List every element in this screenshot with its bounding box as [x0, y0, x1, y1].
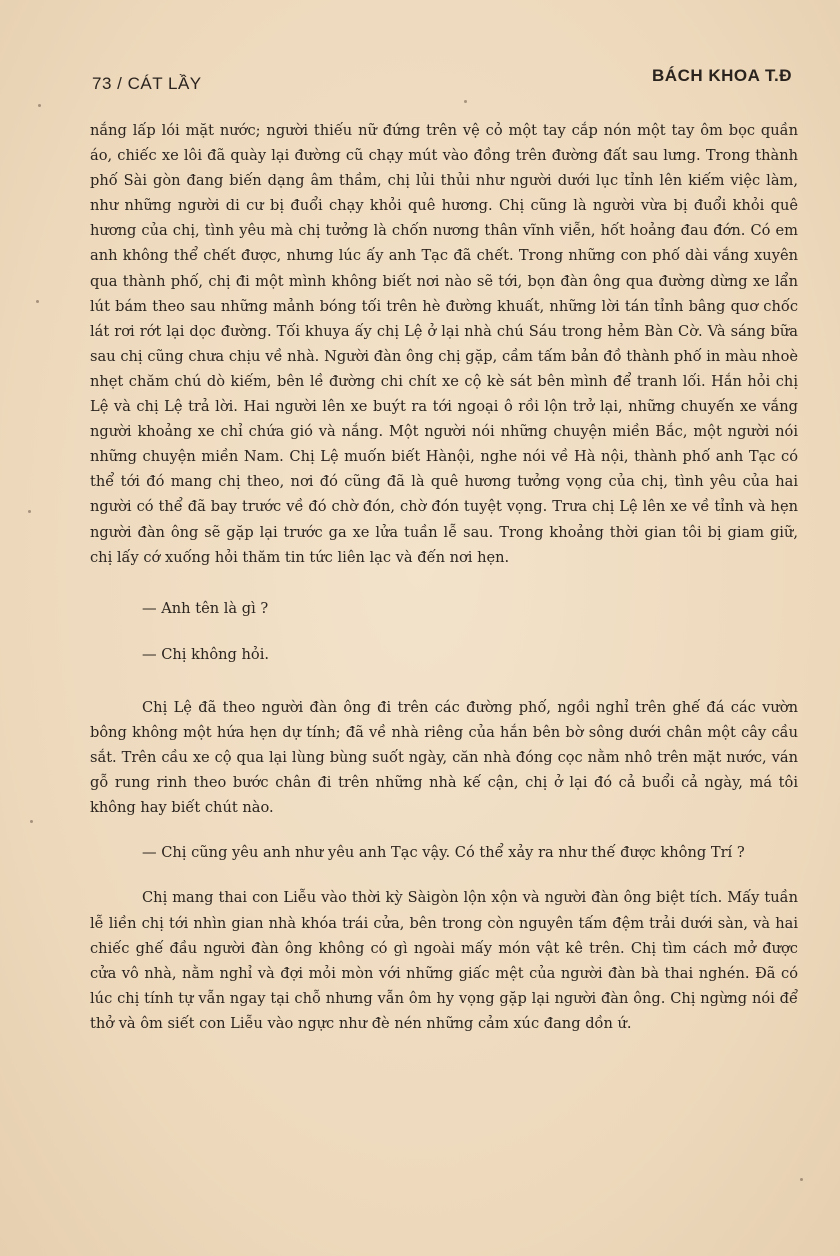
paper-speck: [30, 820, 33, 823]
dialogue-line: — Anh tên là gì ?: [142, 599, 269, 617]
dialogue-line: — Chị không hỏi.: [142, 645, 270, 663]
paragraph: Chị Lệ đã theo người đàn ông đi trên các đường phố, ngồi nghỉ trên ghế đá các vườn bông không một hứa hẹn dự tính; đã về nhà riêng của hắn bên bờ sông dưới chân một cây cầu sắt. Trên cầu xe cộ qua lại lùng bùng suốt ngày, căn nhà đóng cọc nằm nhô trên mặt nước, ván gỗ rung rinh theo bước chân đi trên những nhà kế cận, chị ở lại đó cả buổi cả ngày, má tôi không hay biết chút nào.: [90, 698, 798, 817]
paragraph: — Chị cũng yêu anh như yêu anh Tạc vậy. Có thể xảy ra như thế được không Trí ?: [142, 844, 745, 862]
paper-speck: [28, 510, 31, 513]
paper-speck: [800, 1178, 803, 1181]
page-body: [90, 118, 798, 1036]
paragraph-continued: nắng lấp lói mặt nước; người thiếu nữ đứng trên vệ cỏ một tay cắp nón một tay ôm bọc quần áo, chiếc xe lôi đã quày lại đường cũ chạy mút vào đồng trên đường đất sau lưng. Trong thành phố Sài gòn đang biến dạng âm thầm, chị lủi thủi như người dưới lục tỉnh lên kiếm việc làm, như những người di cư bị đuổi chạy khỏi quê hương. Chị cũng là người vừa bị đuổi khỏi quê hương của chị, tình yêu mà chị tưởng là chốn nương thân vĩnh viễn, hốt hoảng đau đớn. Có em anh không thể chết được, nhưng lúc ấy anh Tạc đã chết. Trong những con phố dài vắng xuyên qua thành phố, chị đi một mình không biết nơi nào sẽ tới, bọn đàn ông qua đường dừng xe lẩn lút bám theo sau những mảnh bóng tối trên hè đường khuất, những lời tán tỉnh bâng quơ chốc lát rơi rớt lại dọc đường. Tối khuya ấy chị Lệ ở lại nhà chú Sáu trong hẻm Bàn Cờ. Và sáng bữa sau chị cũng chưa chịu về nhà. Người đàn ông chị gặp, cầm tấm bản đồ thành phố in màu nhoè nhẹt chăm chú dò kiếm, bên lề đường chi chít xe cộ kè sát bên mình để tranh lối. Hắn hỏi chị Lệ và chị Lệ trả lời. Hai người lên xe buýt ra tới ngoại ô rồi lộn trở lại, những chuyến xe vắng người khoảng xe chỉ chứa gió và nắng. Một người nói những chuyện miền Bắc, một người nói những chuyện miền Nam. Chị Lệ muốn biết Hànội, nghe nói về Hà nội, thành phố anh Tạc có thể tới đó mang chị theo, nơi đó cũng đã là quê hương tưởng vọng của chị, tình yêu của hai người có thể đã bay trước về đó chờ đón, chờ đón tuyệt vọng. Trưa chị Lệ lên xe về tỉnh và hẹn người đàn ông sẽ gặp lại trước ga xe lửa tuần lễ sau. Trong khoảng thời gian tôi bị giam giữ, chị lấy cớ xuống hỏi thăm tin tức liên lạc và đến nơi hẹn.: [90, 122, 798, 566]
page-number-and-title: 73 / CÁT LẦY: [92, 74, 202, 93]
paper-speck: [38, 104, 41, 107]
paper-speck: [464, 100, 467, 103]
paragraph: Chị mang thai con Liễu vào thời kỳ Sàigòn lộn xộn và người đàn ông biệt tích. Mấy tuần lễ liền chị tới nhìn gian nhà khóa trái cửa, bên trong còn nguyên tấm đệm trải dưới sàn, và hai chiếc ghế đầu người đàn ông không có gì ngoài mấy món vật kê trên. Chị tìm cách mở được cửa vô nhà, nằm nghỉ và đợi mỏi mòn với những giấc mệt của người đàn bà thai nghén. Đã có lúc chị tính tự vẫn ngay tại chỗ nhưng vẫn ôm hy vọng gặp lại người đàn ông. Chị ngừng nói để thở và ôm siết con Liễu vào ngực như đè nén những cảm xúc đang dồn ứ.: [90, 889, 798, 1032]
paper-speck: [36, 300, 39, 303]
running-header: [92, 66, 792, 94]
publication-name: BÁCH KHOA T.Đ: [652, 66, 792, 85]
